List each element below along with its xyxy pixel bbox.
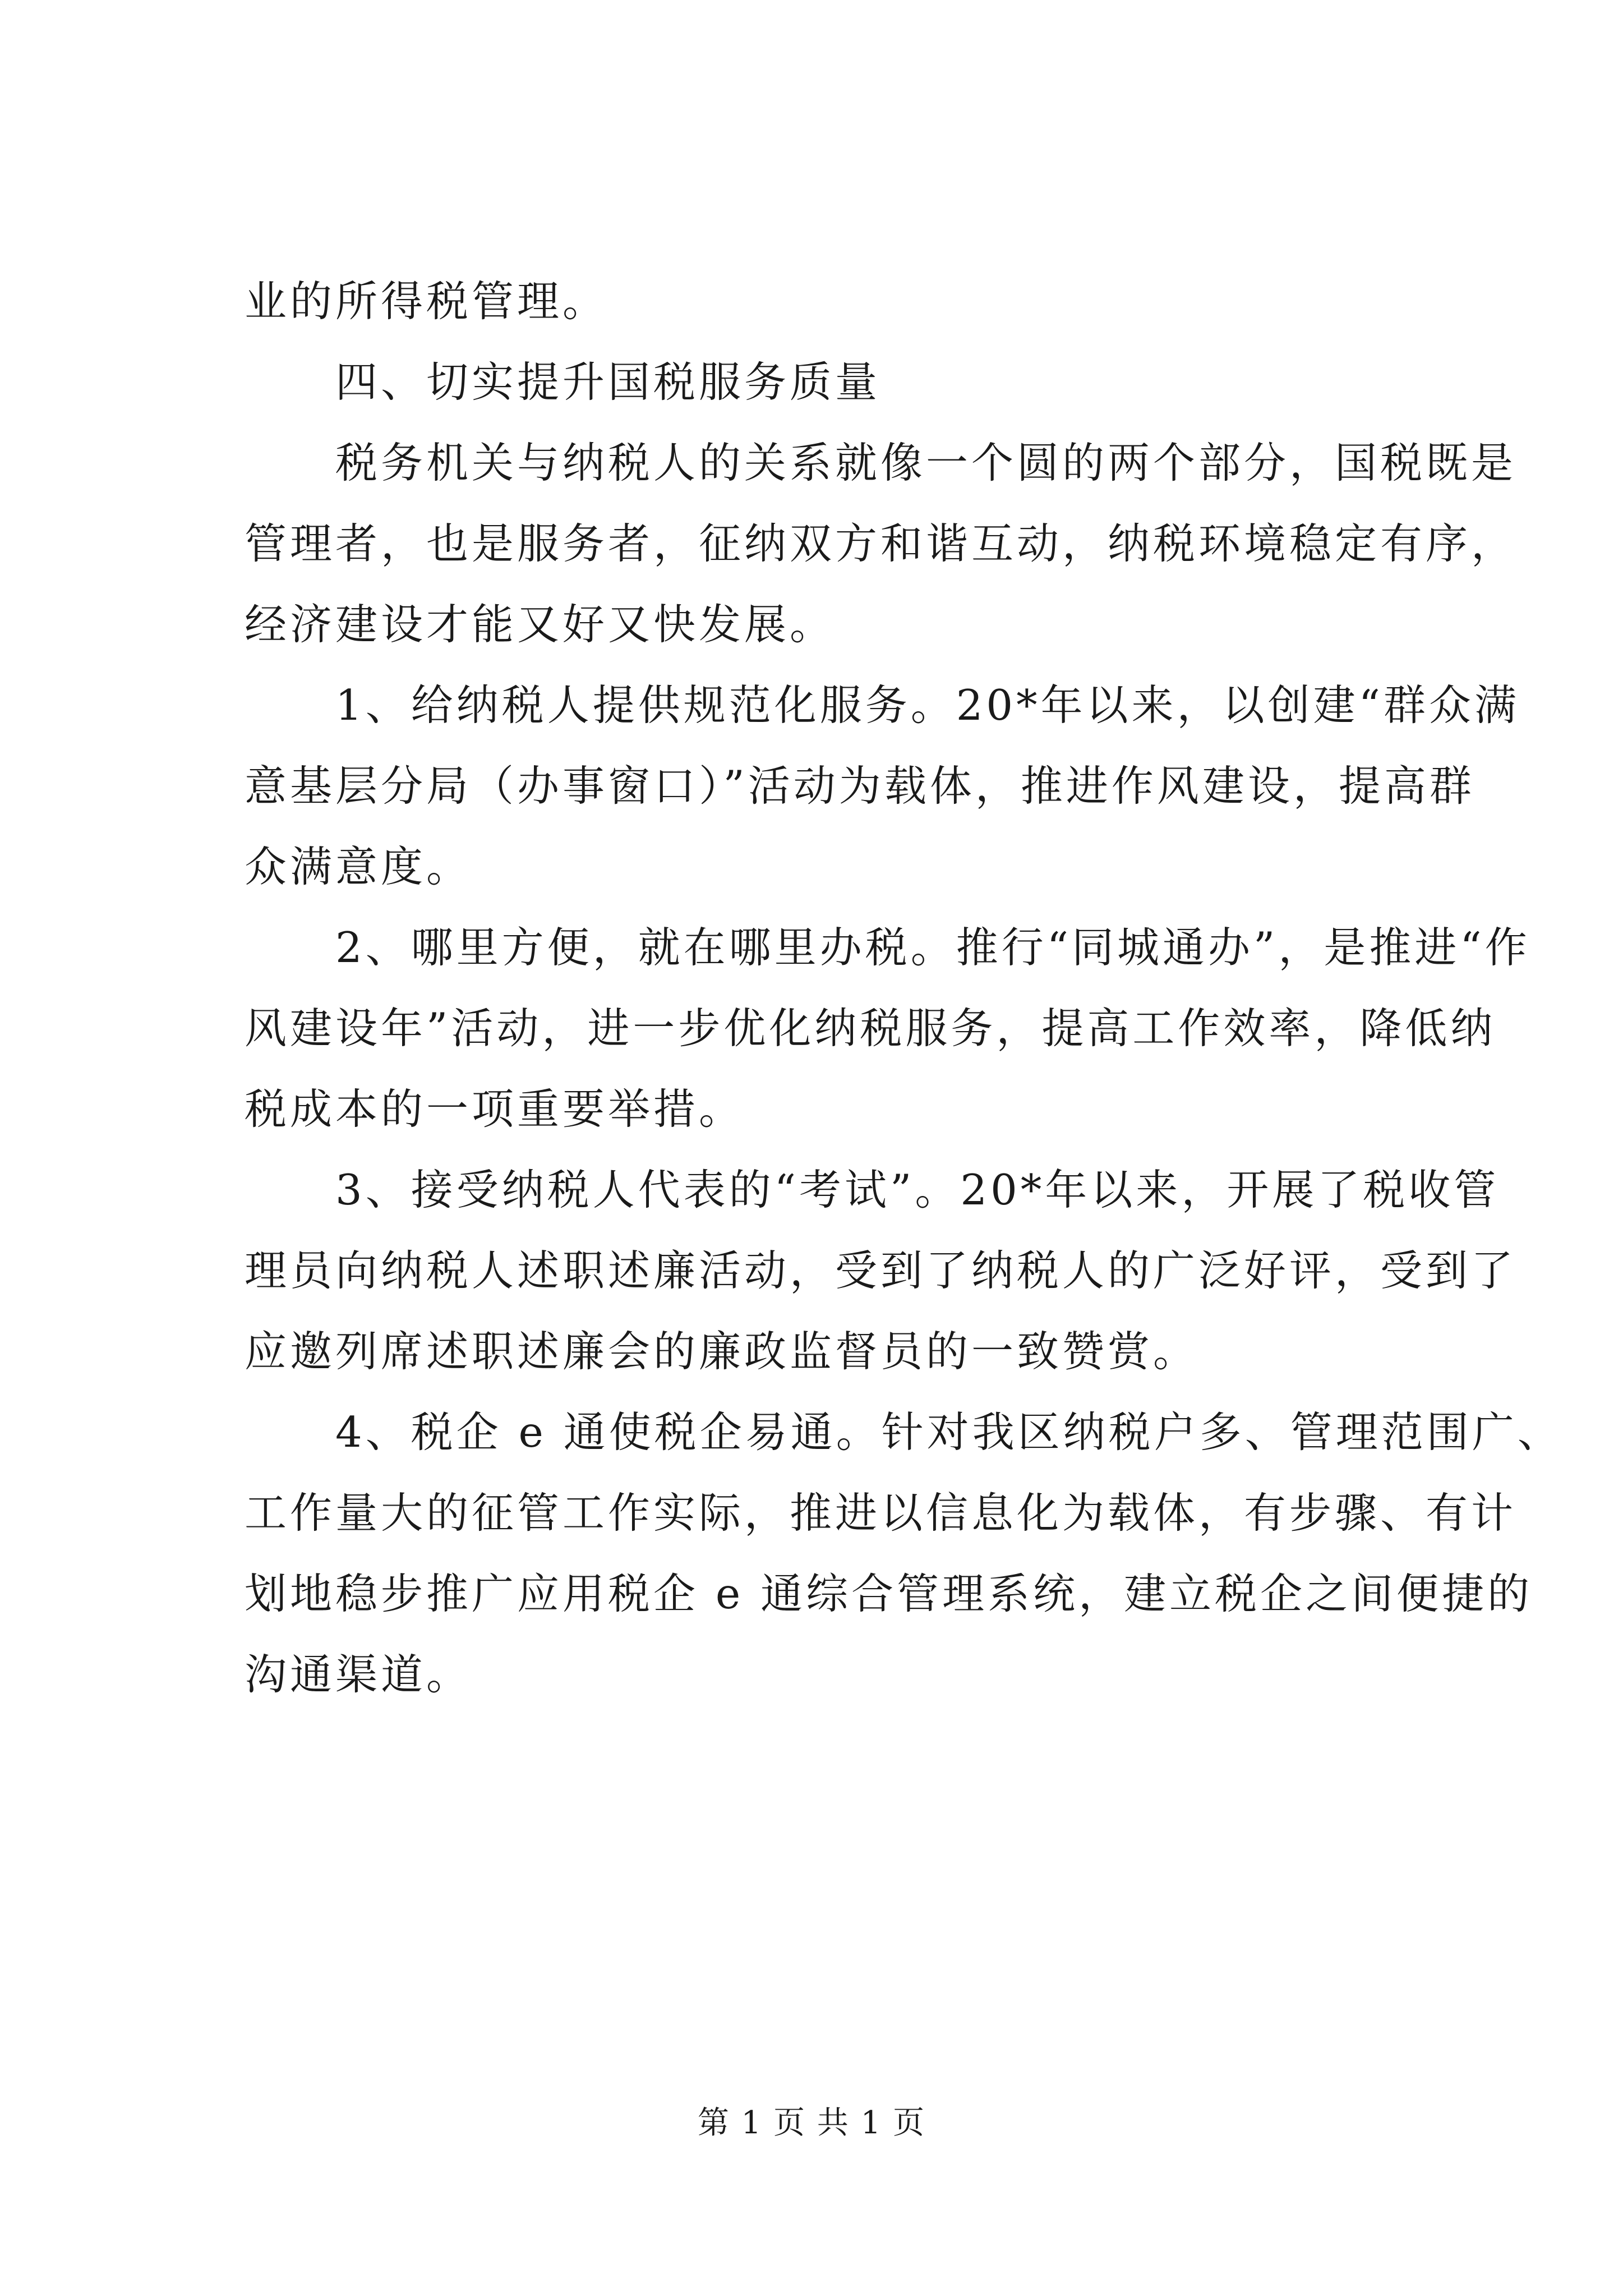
- text-line: 划地稳步推广应用税企 e 通综合管理系统，建立税企之间便捷的: [245, 1569, 1533, 1618]
- text-line: 3、接受纳税人代表的“考试”。20*年以来，开展了税收管: [245, 1165, 1500, 1214]
- text-line: 1、给纳税人提供规范化服务。20*年以来，以创建“群众满: [245, 680, 1520, 730]
- text-line: 经济建设才能又好又快发展。: [245, 600, 836, 649]
- text-line: 管理者，也是服务者，征纳双方和谐互动，纳税环境稳定有序，: [245, 519, 1517, 568]
- text-line: 4、税企 e 通使税企易通。针对我区纳税户多、管理范围广、: [245, 1407, 1563, 1457]
- text-line: 应邀列席述职述廉会的廉政监督员的一致赞赏。: [245, 1327, 1199, 1376]
- text-line: 沟通渠道。: [245, 1650, 472, 1699]
- text-line: 众满意度。: [245, 842, 472, 891]
- text-line: 风建设年”活动，进一步优化纳税服务，提高工作效率，降低纳: [245, 1004, 1496, 1053]
- text-line-continuation: 业的所得税管理。: [245, 277, 608, 326]
- text-line: 2、哪里方便，就在哪里办税。推行“同城通办”，是推进“作: [245, 923, 1530, 972]
- text-line: 工作量大的征管工作实际，推进以信息化为载体，有步骤、有计: [245, 1488, 1517, 1538]
- text-line: 税成本的一项重要举措。: [245, 1084, 745, 1134]
- text-line: 税务机关与纳税人的关系就像一个圆的两个部分，国税既是: [245, 438, 1517, 487]
- text-line: 意基层分局（办事窗口）”活动为载体，推进作风建设，提高群: [245, 761, 1475, 811]
- page-footer: 第 1 页 共 1 页: [697, 2105, 926, 2141]
- document-body: [245, 261, 1563, 1715]
- text-line: 理员向纳税人述职述廉活动，受到了纳税人的广泛好评，受到了: [245, 1246, 1517, 1295]
- section-heading: 四、切实提升国税服务质量: [245, 357, 881, 407]
